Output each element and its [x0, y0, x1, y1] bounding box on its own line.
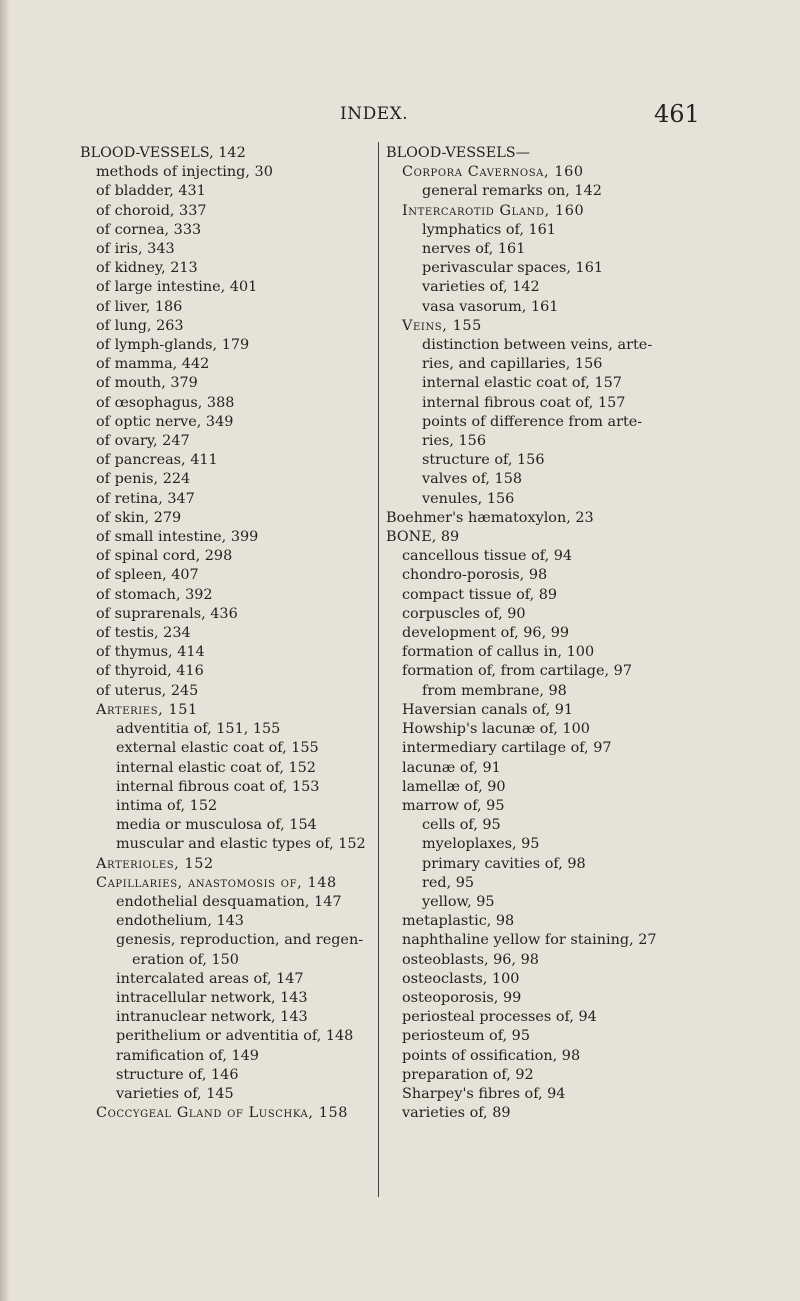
index-entry: of œsophagus, 388 [96, 394, 235, 411]
index-entry: distinction between veins, arte- [422, 337, 653, 354]
index-entry: marrow of, 95 [402, 797, 505, 814]
index-entry: preparation of, 92 [402, 1066, 534, 1083]
index-entry: development of, 96, 99 [402, 625, 570, 642]
index-entry: of cornea, 333 [96, 221, 202, 238]
index-entry: BLOOD-VESSELS, 142 [80, 145, 246, 161]
index-entry: Coccygeal Gland of Luschka, 158 [96, 1105, 348, 1122]
index-entry: osteoporosis, 99 [402, 989, 522, 1006]
index-entry: points of ossification, 98 [402, 1047, 581, 1064]
index-entry: endothelium, 143 [116, 913, 244, 930]
index-entry: metaplastic, 98 [402, 913, 515, 930]
index-entry: varieties of, 89 [402, 1105, 511, 1122]
index-entry: genesis, reproduction, and regen- [116, 932, 364, 949]
index-entry: varieties of, 145 [116, 1085, 234, 1102]
index-entry: of optic nerve, 349 [96, 413, 234, 430]
index-entry: naphthaline yellow for staining, 27 [402, 932, 657, 949]
index-entry: Haversian canals of, 91 [402, 701, 574, 718]
index-entry: external elastic coat of, 155 [116, 740, 319, 757]
running-title: INDEX. [340, 104, 409, 124]
index-entry: of iris, 343 [96, 241, 175, 258]
index-entry: valves of, 158 [422, 471, 523, 488]
index-entry: of spleen, 407 [96, 567, 199, 584]
index-column-right [386, 144, 676, 1123]
index-entry: intercalated areas of, 147 [116, 970, 304, 987]
index-entry: Intercarotid Gland, 160 [402, 202, 585, 219]
index-entry: compact tissue of, 89 [402, 586, 558, 603]
index-entry: of thyroid, 416 [96, 663, 204, 680]
index-entry: osteoclasts, 100 [402, 970, 520, 987]
index-entry: of bladder, 431 [96, 183, 206, 200]
index-entry: yellow, 95 [422, 893, 495, 910]
index-entry: of testis, 234 [96, 625, 191, 642]
index-entry: perithelium or adventitia of, 148 [116, 1028, 354, 1045]
index-entry: lamellæ of, 90 [402, 778, 506, 795]
index-entry: ramification of, 149 [116, 1047, 259, 1064]
index-entry: of kidney, 213 [96, 260, 198, 277]
index-entry: intracellular network, 143 [116, 989, 308, 1006]
index-entry: red, 95 [422, 874, 475, 891]
index-entry: structure of, 156 [422, 452, 545, 469]
page-edge-shadow [0, 0, 10, 1301]
index-entry: varieties of, 142 [422, 279, 540, 296]
index-entry: Arterioles, 152 [96, 855, 214, 872]
index-entry: general remarks on, 142 [422, 183, 602, 200]
index-entry: of penis, 224 [96, 471, 191, 488]
index-entry: intima of, 152 [116, 797, 218, 814]
index-entry: cells of, 95 [422, 817, 501, 834]
index-entry: of skin, 279 [96, 509, 182, 526]
index-entry: formation of callus in, 100 [402, 644, 595, 661]
index-entry: adventitia of, 151, 155 [116, 721, 281, 738]
index-entry: of mouth, 379 [96, 375, 198, 392]
index-column-left [80, 144, 380, 1123]
index-entry: of thymus, 414 [96, 644, 205, 661]
index-entry: periosteal processes of, 94 [402, 1009, 597, 1026]
index-entry: Corpora Cavernosa, 160 [402, 164, 584, 181]
index-entry: ries, 156 [422, 433, 486, 450]
index-entry: Sharpey's fibres of, 94 [402, 1085, 566, 1102]
index-entry: internal elastic coat of, 152 [116, 759, 316, 776]
index-entry: internal fibrous coat of, 157 [422, 394, 626, 411]
index-entry: Boehmer's hæmatoxylon, 23 [386, 509, 594, 526]
index-entry: methods of injecting, 30 [96, 164, 273, 181]
index-entry: internal fibrous coat of, 153 [116, 778, 320, 795]
index-entry: ries, and capillaries, 156 [422, 356, 603, 373]
index-entry: of lymph-glands, 179 [96, 337, 250, 354]
index-entry: internal elastic coat of, 157 [422, 375, 622, 392]
index-entry: of retina, 347 [96, 490, 195, 507]
index-entry: nerves of, 161 [422, 241, 526, 258]
index-entry: of lung, 263 [96, 317, 184, 334]
index-entry: corpuscles of, 90 [402, 605, 526, 622]
index-entry: BLOOD-VESSELS— [386, 145, 531, 161]
index-entry: of small intestine, 399 [96, 529, 259, 546]
index-entry: intermediary cartilage of, 97 [402, 740, 612, 757]
index-entry: BONE, 89 [386, 529, 460, 546]
index-entry: perivascular spaces, 161 [422, 260, 604, 277]
index-entry: of pancreas, 411 [96, 452, 218, 469]
column-divider [378, 142, 379, 1197]
index-entry: points of difference from arte- [422, 413, 643, 430]
page-number: 461 [654, 100, 700, 128]
index-entry: formation of, from cartilage, 97 [402, 663, 632, 680]
index-entry: of large intestine, 401 [96, 279, 258, 296]
index-entry: media or musculosa of, 154 [116, 817, 317, 834]
index-entry: Howship's lacunæ of, 100 [402, 721, 590, 738]
index-entry: lymphatics of, 161 [422, 221, 556, 238]
index-entry: of stomach, 392 [96, 586, 213, 603]
index-entry: of liver, 186 [96, 298, 183, 315]
index-entry: Arteries, 151 [96, 701, 198, 718]
index-entry: muscular and elastic types of, 152 [116, 836, 366, 853]
index-entry: Capillaries, anastomosis of, 148 [96, 874, 337, 891]
index-entry: of choroid, 337 [96, 202, 207, 219]
index-entry: primary cavities of, 98 [422, 855, 586, 872]
index-entry: chondro-porosis, 98 [402, 567, 548, 584]
index-entry: of suprarenals, 436 [96, 605, 238, 622]
running-head [0, 100, 800, 130]
index-entry: of ovary, 247 [96, 433, 190, 450]
index-entry: intranuclear network, 143 [116, 1009, 308, 1026]
index-entry: cancellous tissue of, 94 [402, 548, 573, 565]
index-entry: venules, 156 [422, 490, 515, 507]
index-entry: osteoblasts, 96, 98 [402, 951, 539, 968]
index-entry: eration of, 150 [132, 951, 239, 968]
index-entry: from membrane, 98 [422, 682, 567, 699]
index-entry: periosteum of, 95 [402, 1028, 530, 1045]
index-entry: lacunæ of, 91 [402, 759, 501, 776]
index-entry: of mamma, 442 [96, 356, 210, 373]
index-entry: endothelial desquamation, 147 [116, 893, 342, 910]
index-entry: vasa vasorum, 161 [422, 298, 559, 315]
index-entry: structure of, 146 [116, 1066, 239, 1083]
index-entry: of uterus, 245 [96, 682, 199, 699]
index-entry: of spinal cord, 298 [96, 548, 233, 565]
index-entry: myeloplaxes, 95 [422, 836, 540, 853]
index-entry: Veins, 155 [402, 317, 482, 334]
